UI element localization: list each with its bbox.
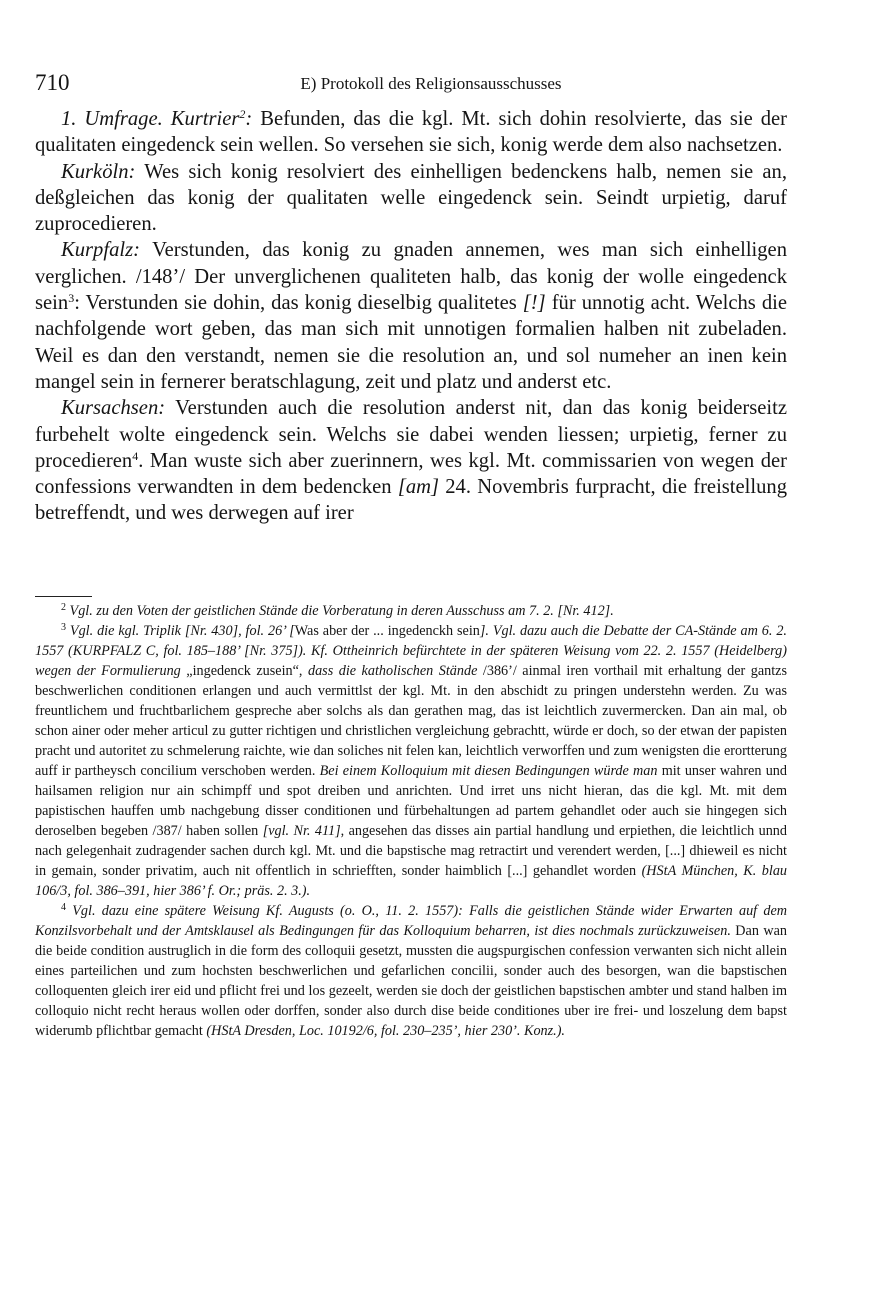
paragraph-kurpfalz xyxy=(35,237,787,395)
paragraph-kursachsen xyxy=(35,395,787,526)
speaker-kurtrier: 1. Umfrage. Kurtrier xyxy=(61,108,240,130)
footnote-ref-4[interactable]: 4 xyxy=(132,448,139,463)
footnote-3-r3: /386’/ ainmal iren vorthail mit erhaltung der gantzs beschwerlichen conditionen erlangen und auch vermittlst der kgl. Mt. in den abschidt zu pringen understehn werden. Zu was freuntlichem und fruchtbarlichem gespreche aber solchs als dan gerathen mag, das ist leichtlich zuvermercken. Dan ain mal, ob schon ainer oder meher articul zu gutter richtigen und christlichen vergleichung gebrachtt, würde er doch, so der etwan der papisten pracht und autoritet zu schmelerung raichte, wie dan soliches nit felen kan, leichtlich verworffen und zum wenigsten die erortterung auff ir partheysch concilium verschoben werden. xyxy=(35,662,787,779)
footnote-4-i1: Vgl. dazu eine spätere Weisung Kf. Augusts (o. O., 11. 2. 1557): Falls die geistlichen Stände wider Erwarten auf dem Konzilsvorbehalt und der Amtsklausel als Bedingungen für das Kolloquium beharren, ist dies nochmals zurückzuweisen. xyxy=(35,902,787,939)
footnote-number-4: 4 xyxy=(61,901,66,913)
footnote-3-i5: [vgl. Nr. 411] xyxy=(262,822,341,839)
footnote-2-text: Vgl. zu den Voten der geistlichen Stände die Vorberatung in deren Ausschuss am 7. 2. [Nr. 412]. xyxy=(69,602,614,619)
editorial-insert-am: [am] xyxy=(397,476,440,499)
footnote-3-i3: dass die katholischen Stände xyxy=(307,662,483,679)
paragraph-kurtrier xyxy=(35,106,787,159)
footnote-4 xyxy=(35,901,787,1041)
paragraph-kurkoeln xyxy=(35,159,787,238)
footnote-3-r5: , angesehen das disses ain partial handlung und erpiethen, die leichtlich unnd nach gelegenhait zudragender sachen durch kgl. Mt. und die bapstische mag retractirt und verendert werden, [...] dhieweil es nicht in gemain, sonder privatim, auch nit offentlich in schriefften, sonder haimblich [...] gehandlet worden xyxy=(35,822,787,879)
statement-kurtrier: Befunden, das die kgl. Mt. sich dohin resolvierte, das sie der qualitaten eingedenck sein wellen. So versehen sie sich, konig werde dem also nachsetzen. xyxy=(35,108,787,157)
footnote-4-r1: Dan wan die beide condition austruglich in die form des colloquii gesetzt, mussten die augspurgischen confession verwanten sich nicht allein eines parteilichen und zum hochsten beschwerlichen und gefarlichen concilii, sonder auch des besorgen, wan die bapstischen colloquenten gleich irer eid und pflicht frei und los gezeelt, werden sie doch der geistlichen bapstischen ambter und stand halben im colloquio nicht recht heraus wollen oder dorffen, sonder also durch dise beide conditiones uber ire frei- und loszelung dem bapst widerumb pflichtbar gemacht xyxy=(35,922,787,1039)
speaker-colon: : xyxy=(245,108,253,130)
footnote-3-i6: (HStA München, K. blau 106/3, fol. 386–391, hier 386’ f. Or.; präs. 2. 3.). xyxy=(35,862,788,899)
page-header xyxy=(35,70,787,106)
page xyxy=(35,70,787,1041)
running-title: E) Protokoll des Religionsausschusses xyxy=(300,74,562,93)
footnote-3-i4: Bei einem Kolloquium mit diesen Bedingungen würde man xyxy=(319,762,662,779)
footnote-2 xyxy=(35,601,787,621)
footnote-ref-3[interactable]: 3 xyxy=(68,291,75,306)
footnote-4-i2: (HStA Dresden, Loc. 10192/6, fol. 230–235’, hier 230’. Konz.). xyxy=(206,1022,565,1039)
footnote-3-i1: Vgl. die kgl. Triplik [Nr. 430], fol. 26’ [ xyxy=(69,622,295,639)
statement-kurpfalz-c: für unnotig acht. Welchs die nachfolgende wort geben, das man sich mit unnotigen formalien halben nit zubeladen. Weil es dan den verstandt, nemen sie die resolution an, und sol numeher an inen kein mangel sein in fernerer beratschlagung, zeit und platz und anderst etc. xyxy=(35,292,787,393)
footnotes xyxy=(35,601,787,1041)
statement-kursachsen-a: Verstunden auch die resolution anderst nit, dan das konig beiderseitz furbehelt wolte eingedenck sein. Welchs sie dabei wenden liessen; urpietig, ferner zu procedieren xyxy=(35,397,787,472)
footnote-3-r4: mit unser wahren und hailsamen religion nur ain schimpff und spot dreiben und anrichten. Und irret uns nicht hieran, das die kgl. Mt. mit dem papistischen hauffen umb nachgebung disser conditionen und fürbehaltungen ad partem gehandlet oder auch sie hingegen sich deroselben begeben /387/ haben sollen xyxy=(35,762,787,839)
footnote-3 xyxy=(35,621,787,901)
speaker-kurkoeln: Kurköln: xyxy=(61,160,136,183)
sic-marker: [!] xyxy=(522,292,546,315)
footnote-number-3: 3 xyxy=(61,621,66,633)
footnote-ref-2[interactable]: 2 xyxy=(239,107,246,121)
statement-kursachsen-c: 24. Novembris furpracht, die freistellung betreffendt, und wes derwegen auf irer xyxy=(35,476,787,525)
page-number: 710 xyxy=(35,70,70,95)
statement-kurpfalz-a: Verstunden, das konig zu gnaden annemen, wes man sich einhelligen verglichen. /148’/ Der unverglichenen qualiteten halb, das konig der wolle eingedenck sein xyxy=(35,239,787,315)
footnote-number-2: 2 xyxy=(61,601,66,613)
footnote-3-r1: Was aber der ... ingedenckh sein xyxy=(294,622,480,639)
speaker-kursachsen: Kursachsen: xyxy=(61,397,166,420)
statement-kursachsen-b: . Man wuste sich aber zuerinnern, wes kgl. Mt. commissarien von wegen der confessions verwandten in dem bedencken xyxy=(35,449,787,499)
footnote-3-i2: ]. Vgl. dazu auch die Debatte der CA-Stände am 6. 2. 1557 (KURPFALZ C, fol. 185–188’ [Nr. 375]). Kf. Ottheinrich befürchtete in der späteren Weisung vom 22. 2. 1557 (Heidelberg) wegen der Formulierung xyxy=(35,622,787,679)
footnote-separator xyxy=(35,596,92,597)
statement-kurkoeln: Wes sich konig resolviert des einhelligen bedenckens halb, nemen sie an, deßgleichen das konig der qualitaten welle eingedenck sein. Seindt urpietig, daruf zuprocedieren. xyxy=(35,160,787,236)
statement-kurpfalz-b: : Verstunden sie dohin, das konig dieselbig qualitetes xyxy=(74,292,523,315)
main-text xyxy=(35,106,787,527)
footnote-3-r2: „ingedenck zusein“, xyxy=(186,662,308,679)
speaker-kurpfalz: Kurpfalz: xyxy=(61,239,140,262)
